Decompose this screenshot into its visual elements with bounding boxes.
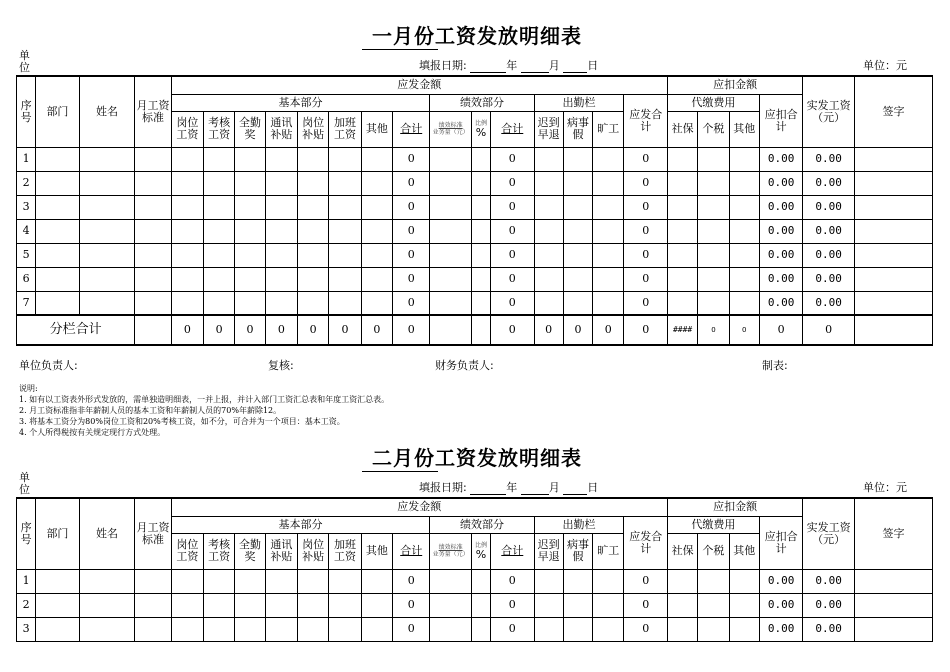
cell-seq: 1 — [17, 147, 36, 171]
cell-perf-total: 0 — [491, 171, 534, 195]
header-ot-wage: 加班工资 — [329, 533, 361, 569]
cell-net: 0.00 — [803, 291, 855, 315]
header-attend: 出勤栏 — [534, 94, 624, 111]
cell-payable-total: 0 — [624, 171, 667, 195]
footer-finance: 财务负责人: — [435, 359, 494, 372]
cell-ded-total: 0.00 — [759, 617, 802, 641]
cell-net: 0.00 — [803, 219, 855, 243]
table-row — [17, 593, 933, 617]
cell-net: 0.00 — [803, 267, 855, 291]
cell-perf-total: 0 — [491, 219, 534, 243]
table-row — [17, 291, 933, 315]
sheet1-report-date — [419, 57, 598, 73]
perf-std-label: 绩效标准 — [438, 122, 463, 129]
cell-seq: 1 — [17, 569, 36, 593]
cell-ded-total: 0.00 — [759, 243, 802, 267]
table-row — [17, 617, 933, 641]
total-bonus: 0 — [235, 315, 265, 345]
cell-seq: 2 — [17, 593, 36, 617]
table-row — [17, 569, 933, 593]
perf-biz-label: 业务量（元） — [432, 129, 469, 136]
cell-payable-total: 0 — [624, 617, 667, 641]
year-label: 年 — [506, 59, 518, 72]
header-attend-bonus: 全勤奖 — [235, 111, 265, 147]
cell-perf-total: 0 — [491, 147, 534, 171]
cell-ded-total: 0.00 — [759, 267, 802, 291]
header-ded-other: 其他 — [729, 111, 759, 147]
header-post-sub: 岗位补贴 — [298, 533, 329, 569]
cell-net: 0.00 — [803, 195, 855, 219]
sheet2-salary-table — [16, 497, 933, 642]
header-social: 社保 — [667, 533, 697, 569]
cell-perf-total: 0 — [491, 267, 534, 291]
report-date-label: 填报日期: — [419, 481, 467, 494]
cell-net: 0.00 — [803, 147, 855, 171]
cell-ded-total: 0.00 — [759, 195, 802, 219]
sheet1-unit-label: 单位 — [19, 49, 30, 74]
perf-std-label: 绩效标准 — [438, 544, 463, 551]
header-sign: 签字 — [854, 498, 932, 569]
header-subtotal: 合计 — [393, 111, 430, 147]
cell-sum: 0 — [393, 219, 430, 243]
cell-perf-total: 0 — [491, 593, 534, 617]
total-sick: 0 — [563, 315, 592, 345]
cell-sum: 0 — [393, 267, 430, 291]
header-name: 姓名 — [79, 76, 135, 147]
header-attend-bonus: 全勤奖 — [235, 533, 265, 569]
cell-sum: 0 — [393, 569, 430, 593]
header-perf-std — [430, 111, 471, 147]
cell-sum: 0 — [393, 593, 430, 617]
header-dept: 部门 — [36, 76, 79, 147]
header-tax: 个税 — [698, 533, 729, 569]
header-payable: 应发金额 — [171, 76, 667, 94]
cell-payable-total: 0 — [624, 219, 667, 243]
header-absent: 旷工 — [593, 111, 624, 147]
total-ded-other: 0 — [729, 315, 759, 345]
cell-seq: 3 — [17, 195, 36, 219]
header-ded-total: 应扣合计 — [759, 94, 802, 147]
header-sign: 签字 — [854, 76, 932, 147]
total-net: 0 — [803, 315, 855, 345]
ratio-label: % — [475, 125, 487, 139]
total-row — [17, 315, 933, 345]
header-ded-other: 其他 — [729, 533, 759, 569]
cell-seq: 5 — [17, 243, 36, 267]
total-tax: 0 — [698, 315, 729, 345]
cell-sum: 0 — [393, 617, 430, 641]
header-other: 其他 — [361, 111, 392, 147]
header-net: 实发工资（元） — [803, 498, 855, 569]
header-post-wage: 岗位工资 — [171, 111, 203, 147]
cell-net: 0.00 — [803, 569, 855, 593]
footer-review: 复核: — [268, 359, 294, 372]
header-deduct: 应扣金额 — [667, 498, 802, 516]
table-row — [17, 171, 933, 195]
footer-maker: 制表: — [762, 359, 788, 372]
ratio-top-label: 比例 — [474, 541, 487, 549]
cell-ded-total: 0.00 — [759, 171, 802, 195]
header-comm-sub: 通讯补贴 — [265, 111, 297, 147]
cell-sum: 0 — [393, 291, 430, 315]
total-postsub: 0 — [298, 315, 329, 345]
header-dept: 部门 — [36, 498, 79, 569]
header-agency: 代缴费用 — [667, 516, 759, 533]
perf-biz-label: 业务量（元） — [432, 551, 469, 558]
note-3: 3. 将基本工资分为80%岗位工资和20%考核工资，如不分，可合并为一个项目：基本工资。 — [19, 417, 345, 426]
day-label: 日 — [587, 59, 599, 72]
note-2: 2. 月工资标准指非年薪制人员的基本工资和年薪制人员的70%年薪除12。 — [19, 406, 282, 415]
header-perf-std — [430, 533, 471, 569]
cell-seq: 6 — [17, 267, 36, 291]
header-payable-total: 应发合计 — [624, 516, 667, 569]
header-assess-wage: 考核工资 — [204, 533, 235, 569]
header-subtotal: 合计 — [393, 533, 430, 569]
header-sick: 病事假 — [563, 111, 592, 147]
table-row — [17, 219, 933, 243]
total-ot: 0 — [329, 315, 361, 345]
cell-ded-total: 0.00 — [759, 569, 802, 593]
cell-net: 0.00 — [803, 171, 855, 195]
total-social: #### — [667, 315, 697, 345]
cell-sum: 0 — [393, 243, 430, 267]
header-post-wage: 岗位工资 — [171, 533, 203, 569]
total-ded: 0 — [759, 315, 802, 345]
cell-perf-total: 0 — [491, 291, 534, 315]
header-ratio — [471, 111, 490, 147]
table-row — [17, 267, 933, 291]
cell-payable-total: 0 — [624, 569, 667, 593]
header-ot-wage: 加班工资 — [329, 111, 361, 147]
sheet2-unit-right: 单位：元 — [863, 481, 907, 494]
header-std: 月工资标准 — [135, 498, 171, 569]
table-row — [17, 147, 933, 171]
cell-perf-total: 0 — [491, 243, 534, 267]
sheet1-title: 一月份工资发放明细表 — [372, 24, 582, 48]
cell-payable-total: 0 — [624, 243, 667, 267]
cell-seq: 3 — [17, 617, 36, 641]
header-perf: 绩效部分 — [430, 516, 534, 533]
sheet1-unit-right: 单位：元 — [863, 59, 907, 72]
header-deduct: 应扣金额 — [667, 76, 802, 94]
header-attend: 出勤栏 — [534, 516, 624, 533]
total-perf: 0 — [491, 315, 534, 345]
cell-ded-total: 0.00 — [759, 593, 802, 617]
total-sum: 0 — [393, 315, 430, 345]
year-label: 年 — [506, 481, 518, 494]
ratio-label: % — [475, 547, 487, 561]
report-date-label: 填报日期: — [419, 59, 467, 72]
cell-seq: 7 — [17, 291, 36, 315]
table-row — [17, 195, 933, 219]
sheet1-title-underline — [362, 49, 438, 50]
cell-perf-total: 0 — [491, 617, 534, 641]
header-ded-total: 应扣合计 — [759, 516, 802, 569]
note-1: 1. 如有以工资表外形式发放的，需单独造明细表，一并上报，并计入部门工资汇总表和年度工资汇总表。 — [19, 395, 390, 404]
header-late: 迟到早退 — [534, 111, 563, 147]
cell-payable-total: 0 — [624, 267, 667, 291]
header-agency: 代缴费用 — [667, 94, 759, 111]
header-basic: 基本部分 — [171, 516, 430, 533]
header-late: 迟到早退 — [534, 533, 563, 569]
cell-seq: 2 — [17, 171, 36, 195]
day-label: 日 — [587, 481, 599, 494]
total-post: 0 — [171, 315, 203, 345]
header-assess-wage: 考核工资 — [204, 111, 235, 147]
sheet2-title: 二月份工资发放明细表 — [372, 446, 582, 470]
sheet2-title-underline — [362, 471, 438, 472]
header-absent: 旷工 — [593, 533, 624, 569]
header-ratio — [471, 533, 490, 569]
total-pay: 0 — [624, 315, 667, 345]
cell-net: 0.00 — [803, 617, 855, 641]
header-std: 月工资标准 — [135, 76, 171, 147]
cell-payable-total: 0 — [624, 147, 667, 171]
cell-payable-total: 0 — [624, 291, 667, 315]
header-basic: 基本部分 — [171, 94, 430, 111]
total-absent: 0 — [593, 315, 624, 345]
header-name: 姓名 — [79, 498, 135, 569]
month-label: 月 — [548, 59, 560, 72]
total-other: 0 — [361, 315, 392, 345]
header-sick: 病事假 — [563, 533, 592, 569]
cell-net: 0.00 — [803, 593, 855, 617]
header-seq: 序号 — [17, 498, 36, 569]
header-payable-total: 应发合计 — [624, 94, 667, 147]
header-social: 社保 — [667, 111, 697, 147]
total-assess: 0 — [204, 315, 235, 345]
cell-sum: 0 — [393, 147, 430, 171]
cell-payable-total: 0 — [624, 593, 667, 617]
cell-seq: 4 — [17, 219, 36, 243]
header-perf-total: 合计 — [491, 533, 534, 569]
note-4: 4. 个人所得税按有关规定现行方式处理。 — [19, 428, 166, 437]
cell-ded-total: 0.00 — [759, 291, 802, 315]
cell-net: 0.00 — [803, 243, 855, 267]
header-perf: 绩效部分 — [430, 94, 534, 111]
ratio-top-label: 比例 — [474, 119, 487, 127]
header-net: 实发工资（元） — [803, 76, 855, 147]
header-perf-total: 合计 — [491, 111, 534, 147]
cell-ded-total: 0.00 — [759, 147, 802, 171]
note-title: 说明: — [19, 384, 38, 393]
table-row — [17, 243, 933, 267]
cell-ded-total: 0.00 — [759, 219, 802, 243]
total-label: 分栏合计 — [17, 315, 135, 345]
header-other: 其他 — [361, 533, 392, 569]
cell-perf-total: 0 — [491, 569, 534, 593]
notes — [19, 383, 389, 438]
header-post-sub: 岗位补贴 — [298, 111, 329, 147]
header-seq: 序号 — [17, 76, 36, 147]
month-label: 月 — [548, 481, 560, 494]
footer-head: 单位负责人: — [19, 359, 78, 372]
total-comm: 0 — [265, 315, 297, 345]
cell-sum: 0 — [393, 195, 430, 219]
cell-perf-total: 0 — [491, 195, 534, 219]
header-payable: 应发金额 — [171, 498, 667, 516]
sheet2-unit-label: 单位 — [19, 471, 30, 496]
sheet1-salary-table — [16, 75, 933, 346]
total-late: 0 — [534, 315, 563, 345]
cell-payable-total: 0 — [624, 195, 667, 219]
cell-sum: 0 — [393, 171, 430, 195]
header-tax: 个税 — [698, 111, 729, 147]
header-comm-sub: 通讯补贴 — [265, 533, 297, 569]
sheet2-report-date — [419, 479, 598, 495]
